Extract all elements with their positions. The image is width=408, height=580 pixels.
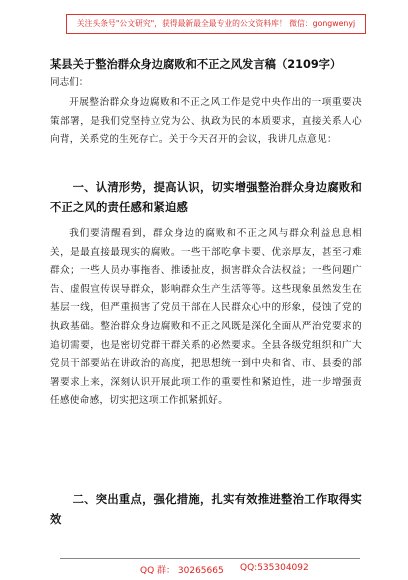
footer-contact	[60, 558, 360, 580]
section-heading-1: 一、认清形势，提高认识，切实增强整治群众身边腐败和不正之风的责任感和紧迫感	[50, 181, 362, 214]
document-title: 某县关于整治群众身边腐败和不正之风发言稿（2109字）	[50, 58, 342, 71]
section-heading-2: 二、突出重点，强化措施，扎实有效推进整治工作取得实效	[50, 493, 362, 526]
footer-qq-group: QQ 群： 30265665	[140, 566, 224, 576]
paragraph-intro: 开展整治群众身边腐败和不正之风工作是党中央作出的一项重要决策部署，是我们党坚持立党为公、执政为民的本质要求，直接关系人心向背，关系党的生死存亡。关于今天召开的会议，我讲几点意见：	[50, 97, 362, 146]
paragraph-section-1: 我们要清醒看到，群众身边的腐败和不正之风与群众利益息息相关，是最直接最现实的腐败。一些干部吃拿卡要、优亲厚友，甚至刁难群众；一些人员办事拖沓、推诿扯皮，损害群众合法权益；一些问题广告、虚假宣传误导群众，影响群众生产生活等等。这些现象虽然发生在基层一线，但严重损害了党员干部在人民群众心中的形象，侵蚀了党的执政基础。整治群众身边腐败和不正之风既是深化全面从严治党要求的追切需要，也是密切党群干群关系的必然要求。全县各级党组织和广大党员干部要站在讲政治的高度，把思想统一到中央和省、市、县委的部署要求上来，深刻认识开展此项工作的重要性和紧迫性，进一步增强责任感使命感，切实把这项工作抓紧抓好。	[50, 228, 362, 407]
header-banner: 关注头条号"公文研究"，获得最新最全最专业的公文资料库！ 微信：gongwenyj	[66, 14, 366, 34]
salutation: 同志们：	[50, 77, 89, 88]
footer-qq-number: QQ:535304092	[240, 563, 309, 573]
